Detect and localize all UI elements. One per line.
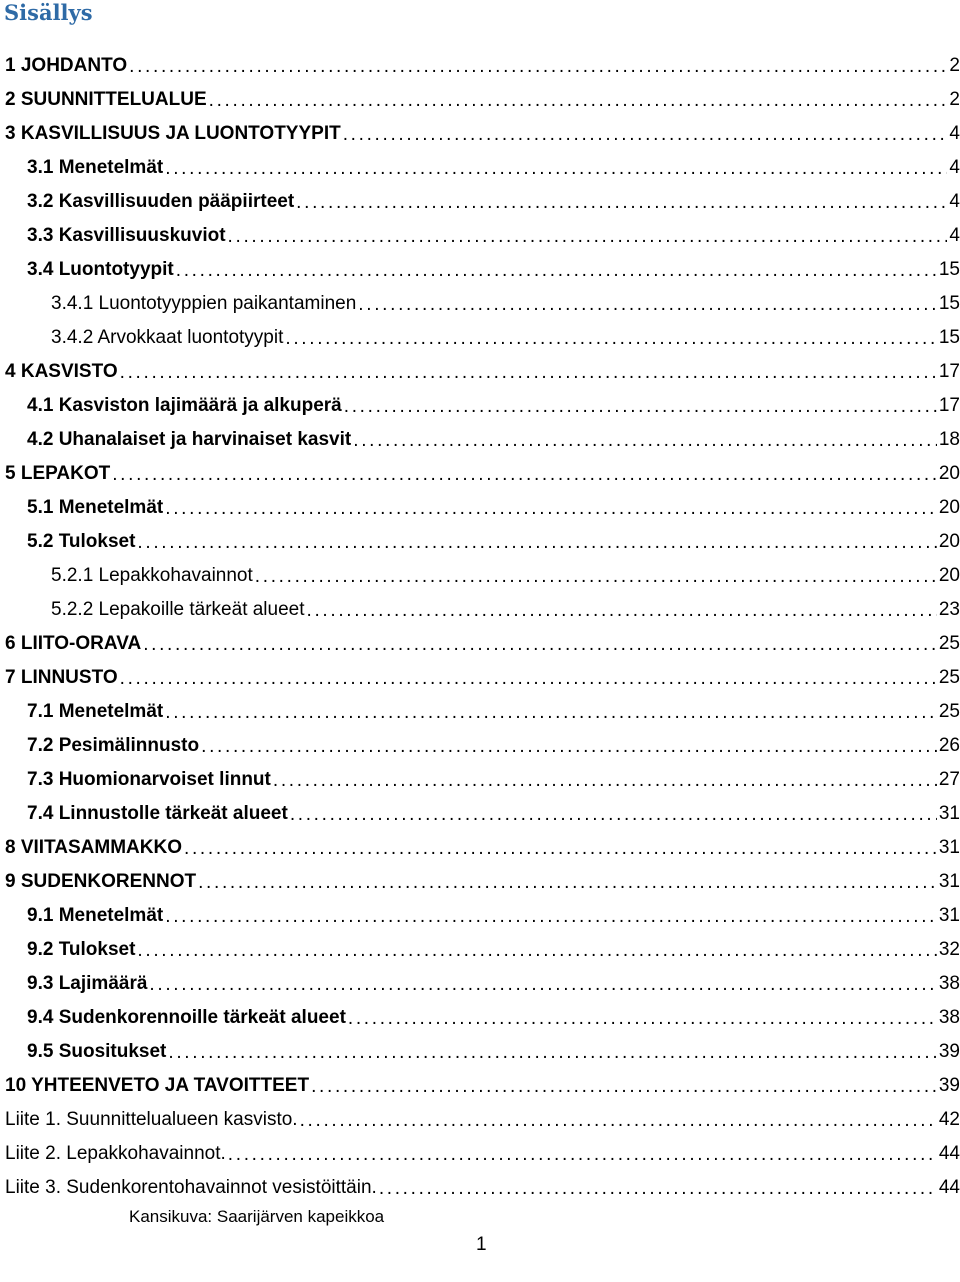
toc-entry[interactable] [0, 525, 960, 559]
toc-entry-label: 3.4.1 Luontotyyppien paikantaminen [51, 293, 357, 314]
toc-entry-label: 7.1 Menetelmät [27, 701, 164, 722]
toc-entry-label: 7.2 Pesimälinnusto [27, 735, 200, 756]
toc-entry-page: 17 [938, 361, 960, 382]
toc-dot-leader [296, 192, 947, 214]
toc-entry[interactable] [0, 967, 960, 1001]
toc-entry[interactable] [0, 831, 960, 865]
toc-entry[interactable] [0, 627, 960, 661]
toc-entry[interactable] [0, 355, 960, 389]
toc-dot-leader [285, 328, 936, 350]
toc-dot-leader [209, 90, 948, 112]
page-number: 1 [476, 1234, 487, 1255]
toc-entry[interactable] [0, 933, 960, 967]
toc-entry-page: 31 [938, 837, 960, 858]
toc-entry-label: 9.1 Menetelmät [27, 905, 164, 926]
toc-dot-leader [137, 940, 936, 962]
toc-entry-label: 3.4 Luontotyypit [27, 259, 174, 280]
toc-entry-label: 5.2.1 Lepakkohavainnot [51, 565, 253, 586]
toc-entry-page: 42 [938, 1109, 960, 1130]
toc-entry[interactable] [0, 117, 960, 151]
toc-list [0, 49, 960, 1205]
toc-entry-page: 32 [938, 939, 960, 960]
toc-entry-label: 2 SUUNNITTELUALUE [5, 89, 207, 110]
toc-entry-page: 20 [938, 531, 960, 552]
toc-entry-page: 26 [938, 735, 960, 756]
toc-entry-label: 3.1 Menetelmät [27, 157, 164, 178]
toc-entry[interactable] [0, 593, 960, 627]
toc-dot-leader [228, 226, 948, 248]
toc-dot-leader [273, 770, 937, 792]
toc-entry[interactable] [0, 1171, 960, 1205]
toc-entry[interactable] [0, 321, 960, 355]
toc-entry-label: 9.3 Lajimäärä [27, 973, 148, 994]
toc-entry-page: 27 [938, 769, 960, 790]
toc-dot-leader [165, 158, 947, 180]
toc-entry[interactable] [0, 559, 960, 593]
toc-dot-leader [165, 906, 937, 928]
toc-entry[interactable] [0, 1035, 960, 1069]
toc-dot-leader [228, 1144, 937, 1166]
toc-dot-leader [137, 532, 936, 554]
toc-entry-page: 31 [938, 803, 960, 824]
toc-entry[interactable] [0, 1103, 960, 1137]
toc-dot-leader [120, 668, 937, 690]
toc-entry[interactable] [0, 49, 960, 83]
toc-entry-label: Liite 1. Suunnittelualueen kasvisto. [5, 1109, 298, 1130]
toc-entry[interactable] [0, 729, 960, 763]
toc-entry-page: 31 [938, 871, 960, 892]
toc-entry[interactable] [0, 797, 960, 831]
toc-entry-page: 4 [949, 225, 960, 246]
toc-entry-label: 1 JOHDANTO [5, 55, 128, 76]
toc-entry-page: 4 [949, 191, 960, 212]
toc-dot-leader [198, 872, 937, 894]
toc-entry-label: 8 VIITASAMMAKKO [5, 837, 182, 858]
toc-entry-label: Liite 3. Sudenkorentohavainnot vesistöittäin. [5, 1177, 377, 1198]
toc-entry[interactable] [0, 695, 960, 729]
toc-entry[interactable] [0, 83, 960, 117]
toc-entry[interactable] [0, 491, 960, 525]
toc-entry[interactable] [0, 185, 960, 219]
toc-entry-page: 4 [949, 157, 960, 178]
toc-entry-page: 20 [938, 463, 960, 484]
toc-dot-leader [201, 736, 937, 758]
toc-entry-label: 7.4 Linnustolle tärkeät alueet [27, 803, 288, 824]
toc-entry-page: 23 [938, 599, 960, 620]
toc-entry[interactable] [0, 389, 960, 423]
toc-entry[interactable] [0, 253, 960, 287]
toc-entry-page: 25 [938, 667, 960, 688]
toc-entry[interactable] [0, 1137, 960, 1171]
toc-entry-label: 9.4 Sudenkorennoille tärkeät alueet [27, 1007, 346, 1028]
toc-entry-page: 2 [949, 89, 960, 110]
toc-entry-label: 3.4.2 Arvokkaat luontotyypit [51, 327, 284, 348]
toc-dot-leader [112, 464, 937, 486]
toc-dot-leader [300, 1110, 937, 1132]
toc-entry-label: 9.5 Suositukset [27, 1041, 167, 1062]
toc-dot-leader [168, 1042, 936, 1064]
toc-entry-page: 15 [938, 327, 960, 348]
toc-entry-page: 15 [938, 293, 960, 314]
toc-dot-leader [311, 1076, 937, 1098]
toc-entry[interactable] [0, 1001, 960, 1035]
toc-dot-leader [129, 56, 947, 78]
toc-dot-leader [149, 974, 936, 996]
toc-entry-page: 44 [938, 1143, 960, 1164]
toc-entry-label: 3 KASVILLISUUS JA LUONTOTYYPIT [5, 123, 341, 144]
toc-entry-label: 5.2.2 Lepakoille tärkeät alueet [51, 599, 305, 620]
toc-entry[interactable] [0, 219, 960, 253]
toc-entry-label: 3.3 Kasvillisuuskuviot [27, 225, 226, 246]
toc-entry[interactable] [0, 899, 960, 933]
toc-entry-label: 5.2 Tulokset [27, 531, 136, 552]
toc-entry-label: 6 LIITO-ORAVA [5, 633, 142, 654]
toc-entry-label: 7.3 Huomionarvoiset linnut [27, 769, 271, 790]
toc-entry-page: 25 [938, 633, 960, 654]
toc-entry[interactable] [0, 423, 960, 457]
toc-entry-label: 4.1 Kasviston lajimäärä ja alkuperä [27, 395, 342, 416]
toc-entry[interactable] [0, 1069, 960, 1103]
toc-dot-leader [165, 702, 937, 724]
toc-entry-page: 25 [938, 701, 960, 722]
cover-caption: Kansikuva: Saarijärven kapeikkoa [129, 1207, 385, 1226]
toc-entry[interactable] [0, 865, 960, 899]
toc-entry-page: 39 [938, 1075, 960, 1096]
toc-dot-leader [184, 838, 937, 860]
toc-entry-page: 38 [938, 1007, 960, 1028]
toc-dot-leader [307, 600, 937, 622]
toc-entry[interactable] [0, 457, 960, 491]
toc-entry-label: 7 LINNUSTO [5, 667, 118, 688]
toc-entry-label: 9.2 Tulokset [27, 939, 136, 960]
toc-dot-leader [343, 124, 948, 146]
toc-entry[interactable] [0, 287, 960, 321]
toc-dot-leader [358, 294, 937, 316]
toc-entry-page: 38 [938, 973, 960, 994]
toc-entry-label: 5.1 Menetelmät [27, 497, 164, 518]
toc-dot-leader [344, 396, 937, 418]
toc-entry-label: Liite 2. Lepakkohavainnot. [5, 1143, 226, 1164]
toc-dot-leader [290, 804, 937, 826]
toc-dot-leader [165, 498, 937, 520]
toc-entry-page: 4 [949, 123, 960, 144]
toc-entry-label: 4.2 Uhanalaiset ja harvinaiset kasvit [27, 429, 352, 450]
toc-dot-leader [120, 362, 937, 384]
toc-entry-page: 44 [938, 1177, 960, 1198]
toc-dot-leader [176, 260, 937, 282]
toc-entry-label: 3.2 Kasvillisuuden pääpiirteet [27, 191, 295, 212]
toc-entry[interactable] [0, 661, 960, 695]
toc-entry-page: 15 [938, 259, 960, 280]
toc-dot-leader [353, 430, 937, 452]
toc-entry-label: 9 SUDENKORENNOT [5, 871, 197, 892]
toc-dot-leader [255, 566, 937, 588]
toc-dot-leader [143, 634, 937, 656]
toc-entry-page: 20 [938, 497, 960, 518]
toc-entry-page: 2 [949, 55, 960, 76]
toc-entry-page: 17 [938, 395, 960, 416]
toc-dot-leader [379, 1178, 937, 1200]
toc-entry-page: 31 [938, 905, 960, 926]
toc-dot-leader [348, 1008, 937, 1030]
toc-entry[interactable] [0, 763, 960, 797]
toc-entry-page: 20 [938, 565, 960, 586]
toc-heading: Sisällys [4, 0, 93, 25]
toc-entry-label: 10 YHTEENVETO JA TAVOITTEET [5, 1075, 310, 1096]
toc-entry[interactable] [0, 151, 960, 185]
toc-entry-label: 5 LEPAKOT [5, 463, 111, 484]
toc-entry-page: 39 [938, 1041, 960, 1062]
toc-entry-page: 18 [938, 429, 960, 450]
toc-entry-label: 4 KASVISTO [5, 361, 118, 382]
